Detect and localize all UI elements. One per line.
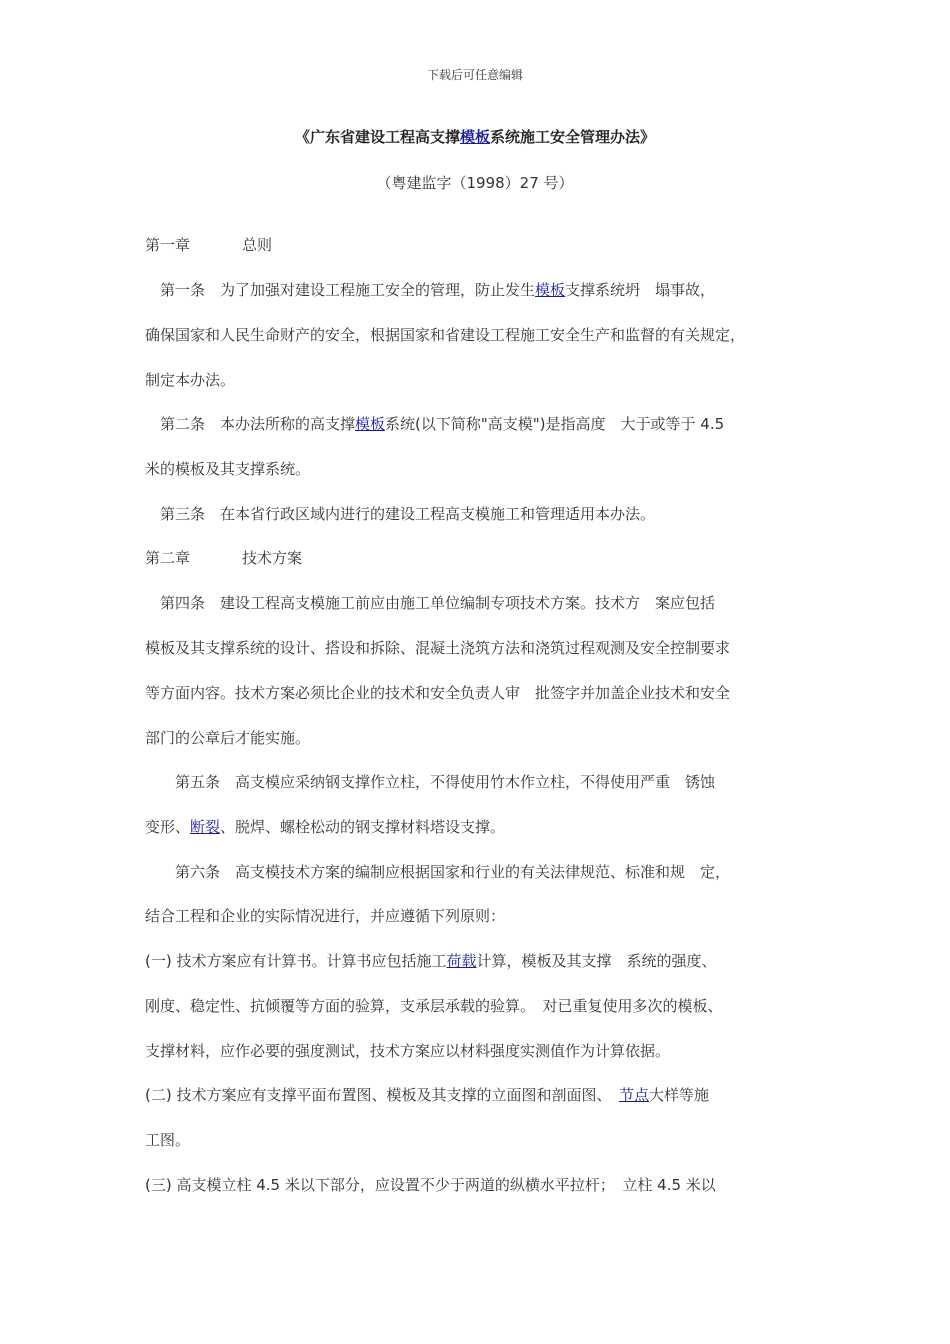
keyword-link-template[interactable]: 模板: [355, 415, 386, 433]
article-1-line-2: 确保国家和人民生命财产的安全，根据国家和省建设工程施工安全生产和监督的有关规定，: [145, 326, 746, 344]
keyword-link-template[interactable]: 模板: [535, 281, 566, 299]
article-6-line-1: 第六条 高支模技术方案的编制应根据国家和行业的有关法律规范、标准和规 定，: [145, 863, 731, 881]
article-5-line-2: [145, 817, 505, 837]
document-title: [0, 126, 950, 147]
article-5-line-1: 第五条 高支模应采纳钢支撑作立柱，不得使用竹木作立柱，不得使用严重 锈蚀: [145, 773, 716, 791]
text-segment: 、脱焊、螺栓松动的钢支撑材料塔设支撑。: [220, 818, 506, 836]
chapter-name: 技术方案: [242, 549, 303, 567]
article-1-line-3: 制定本办法。: [145, 371, 236, 389]
chapter-number: 第一章: [145, 236, 191, 254]
item-1-line-1: [145, 951, 717, 971]
article-4-line-3: 等方面内容。技术方案必须比企业的技术和安全负责人审 批签字并加盖企业技术和安全: [145, 684, 731, 702]
article-4-line-2: 模板及其支撑系统的设计、搭设和拆除、混凝土浇筑方法和浇筑过程观测及安全控制要求: [145, 639, 731, 657]
text-segment: 第一条 为了加强对建设工程施工安全的管理，防止发生: [145, 281, 536, 299]
chapter-2-heading: [145, 548, 302, 568]
text-segment: 大样等施: [649, 1086, 710, 1104]
title-text-pre: 《广东省建设工程高支撑: [294, 128, 460, 146]
text-segment: (二) 技术方案应有支撑平面布置图、模板及其支撑的立面图和剖面图、: [145, 1086, 619, 1104]
item-1-line-3: 支撑材料，应作必要的强度测试，技术方案应以材料强度实测值作为计算依据。: [145, 1042, 671, 1060]
keyword-link-template[interactable]: 模板: [459, 128, 490, 146]
keyword-link-load[interactable]: 荷载: [446, 952, 477, 970]
text-segment: (一) 技术方案应有计算书。计算书应包括施工: [145, 952, 447, 970]
download-note: 下载后可任意编辑: [426, 68, 523, 82]
item-1-line-2: 刚度、稳定性、抗倾覆等方面的验算，支承层承载的验算。 对已重复使用多次的模板、: [145, 997, 723, 1015]
article-4-line-4: 部门的公章后才能实施。: [145, 729, 311, 747]
keyword-link-node[interactable]: 节点: [618, 1086, 649, 1104]
text-segment: 第二条 本办法所称的高支撑: [145, 415, 356, 433]
item-2-line-1: [145, 1085, 709, 1105]
text-segment: 变形、: [145, 818, 191, 836]
text-segment: 系统(以下简称"高支模")是指高度 大于或等于 4.5: [385, 415, 725, 433]
article-6-line-2: 结合工程和企业的实际情况进行，并应遵循下列原则：: [145, 907, 506, 925]
article-3-line-1: 第三条 在本省行政区域内进行的建设工程高支模施工和管理适用本办法。: [145, 505, 656, 523]
chapter-1-heading: [145, 235, 272, 255]
chapter-number: 第二章: [145, 549, 191, 567]
article-1-line-1: [145, 280, 715, 300]
chapter-name: 总则: [242, 236, 273, 254]
title-text-post: 系统施工安全管理办法》: [490, 128, 656, 146]
article-2-line-2: 米的模板及其支撑系统。: [145, 460, 311, 478]
item-3-line-1: (三) 高支模立柱 4.5 米以下部分，应设置不少于两道的纵横水平拉杆； 立柱 4.5 米以: [145, 1176, 716, 1194]
keyword-link-fracture[interactable]: 断裂: [190, 818, 221, 836]
text-segment: 支撑系统坍 塌事故，: [565, 281, 716, 299]
text-segment: 计算，模板及其支撑 系统的强度、: [476, 952, 717, 970]
document-subtitle: （粤建监字（1998）27 号）: [376, 174, 574, 192]
article-4-line-1: 第四条 建设工程高支模施工前应由施工单位编制专项技术方案。技术方 案应包括: [145, 594, 716, 612]
item-2-line-2: 工图。: [145, 1131, 191, 1149]
article-2-line-1: [145, 414, 724, 434]
